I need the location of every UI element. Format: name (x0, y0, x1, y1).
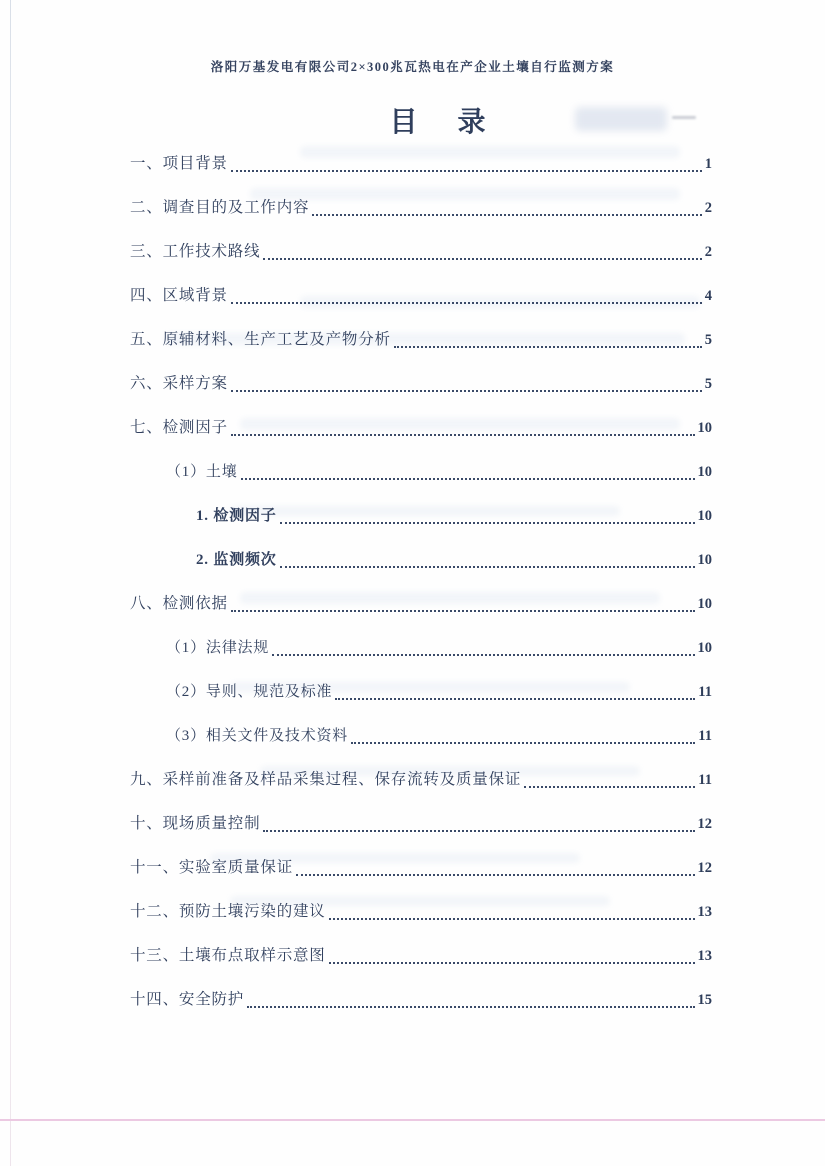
toc-entry (130, 316, 712, 360)
toc-entry-page: 10 (697, 419, 712, 436)
toc-entry-label: 一、项目背景 (130, 155, 228, 172)
toc-entry-page: 5 (704, 375, 712, 392)
scan-edge-artifact (10, 0, 11, 1166)
toc-entry-label: 十、现场质量控制 (130, 815, 261, 832)
toc-entry (130, 536, 712, 580)
toc-entry-label: 八、检测依据 (130, 595, 228, 612)
dot-leader (394, 329, 702, 348)
dot-leader (231, 285, 702, 304)
dot-leader (312, 197, 701, 216)
toc-entry-label: 五、原辅材料、生产工艺及产物分析 (130, 331, 391, 348)
toc-entry-page: 10 (697, 595, 712, 612)
dot-leader (329, 901, 695, 920)
page-title: 目 录 (389, 107, 492, 138)
toc-entry-page: 12 (697, 815, 712, 832)
dot-leader (263, 813, 694, 832)
toc-list (130, 140, 712, 1020)
toc-entry (130, 228, 712, 272)
toc-entry (130, 184, 712, 228)
dot-leader (263, 241, 701, 260)
toc-entry (130, 272, 712, 316)
dot-leader (272, 637, 694, 656)
toc-entry-label: 六、采样方案 (130, 375, 228, 392)
dot-leader (231, 153, 702, 172)
dot-leader (280, 505, 695, 524)
toc-entry (130, 932, 712, 976)
toc-entry-page: 15 (697, 991, 712, 1008)
toc-entry (130, 404, 712, 448)
toc-entry-page: 10 (697, 507, 712, 524)
toc-entry-page: 10 (697, 463, 712, 480)
toc-entry-label: 十三、土壤布点取样示意图 (130, 947, 326, 964)
dot-leader (280, 549, 695, 568)
toc-entry (130, 492, 712, 536)
toc-entry (130, 888, 712, 932)
dot-leader (231, 593, 695, 612)
toc-entry (130, 360, 712, 404)
toc-entry-page: 2 (704, 243, 712, 260)
toc-entry-label: 十二、预防土壤污染的建议 (130, 903, 326, 920)
dot-leader (247, 989, 694, 1008)
dot-leader (335, 681, 695, 700)
toc-entry-label: 1. 检测因子 (196, 507, 277, 524)
toc-entry-label: 四、区域背景 (130, 287, 228, 304)
dot-leader (231, 373, 702, 392)
toc-entry-label: 七、检测因子 (130, 419, 228, 436)
toc-entry-page: 10 (697, 551, 712, 568)
toc-entry-page: 10 (697, 639, 712, 656)
toc-entry (130, 140, 712, 184)
toc-entry (130, 448, 712, 492)
toc-entry-page: 11 (698, 771, 712, 788)
document-header-title: 洛阳万基发电有限公司2×300兆瓦热电在产企业土壤自行监测方案 (210, 60, 615, 74)
toc-entry-page: 5 (704, 331, 712, 348)
toc-entry (130, 624, 712, 668)
toc-entry-label: 十四、安全防护 (130, 991, 245, 1008)
toc-entry-label: （1）法律法规 (166, 639, 270, 656)
toc-entry-page: 13 (697, 903, 712, 920)
toc-entry (130, 580, 712, 624)
toc-entry-page: 1 (704, 155, 712, 172)
toc-entry-page: 4 (704, 287, 712, 304)
toc-entry-page: 11 (698, 683, 712, 700)
toc-entry (130, 668, 712, 712)
toc-entry (130, 844, 712, 888)
toc-entry-label: 二、调查目的及工作内容 (130, 199, 310, 216)
dot-leader (351, 725, 695, 744)
toc-entry-page: 13 (697, 947, 712, 964)
toc-entry (130, 712, 712, 756)
dot-leader (241, 461, 695, 480)
bleed-through-dash (672, 116, 696, 119)
dot-leader (329, 945, 695, 964)
scan-bottom-line-artifact (0, 1119, 825, 1121)
toc-entry (130, 800, 712, 844)
toc-entry (130, 756, 712, 800)
toc-entry-page: 11 (698, 727, 712, 744)
toc-entry-label: （3）相关文件及技术资料 (166, 727, 349, 744)
toc-entry-label: （1）土壤 (166, 463, 238, 480)
dot-leader (296, 857, 694, 876)
toc-entry-label: 十一、实验室质量保证 (130, 859, 294, 876)
toc-entry-page: 2 (704, 199, 712, 216)
toc-entry-label: （2）导则、规范及标准 (166, 683, 333, 700)
dot-leader (524, 769, 695, 788)
toc-entry-label: 九、采样前准备及样品采集过程、保存流转及质量保证 (130, 771, 522, 788)
toc-entry-page: 12 (697, 859, 712, 876)
toc-entry (130, 976, 712, 1020)
toc-entry-label: 三、工作技术路线 (130, 243, 261, 260)
dot-leader (231, 417, 695, 436)
toc-entry-label: 2. 监测频次 (196, 551, 277, 568)
